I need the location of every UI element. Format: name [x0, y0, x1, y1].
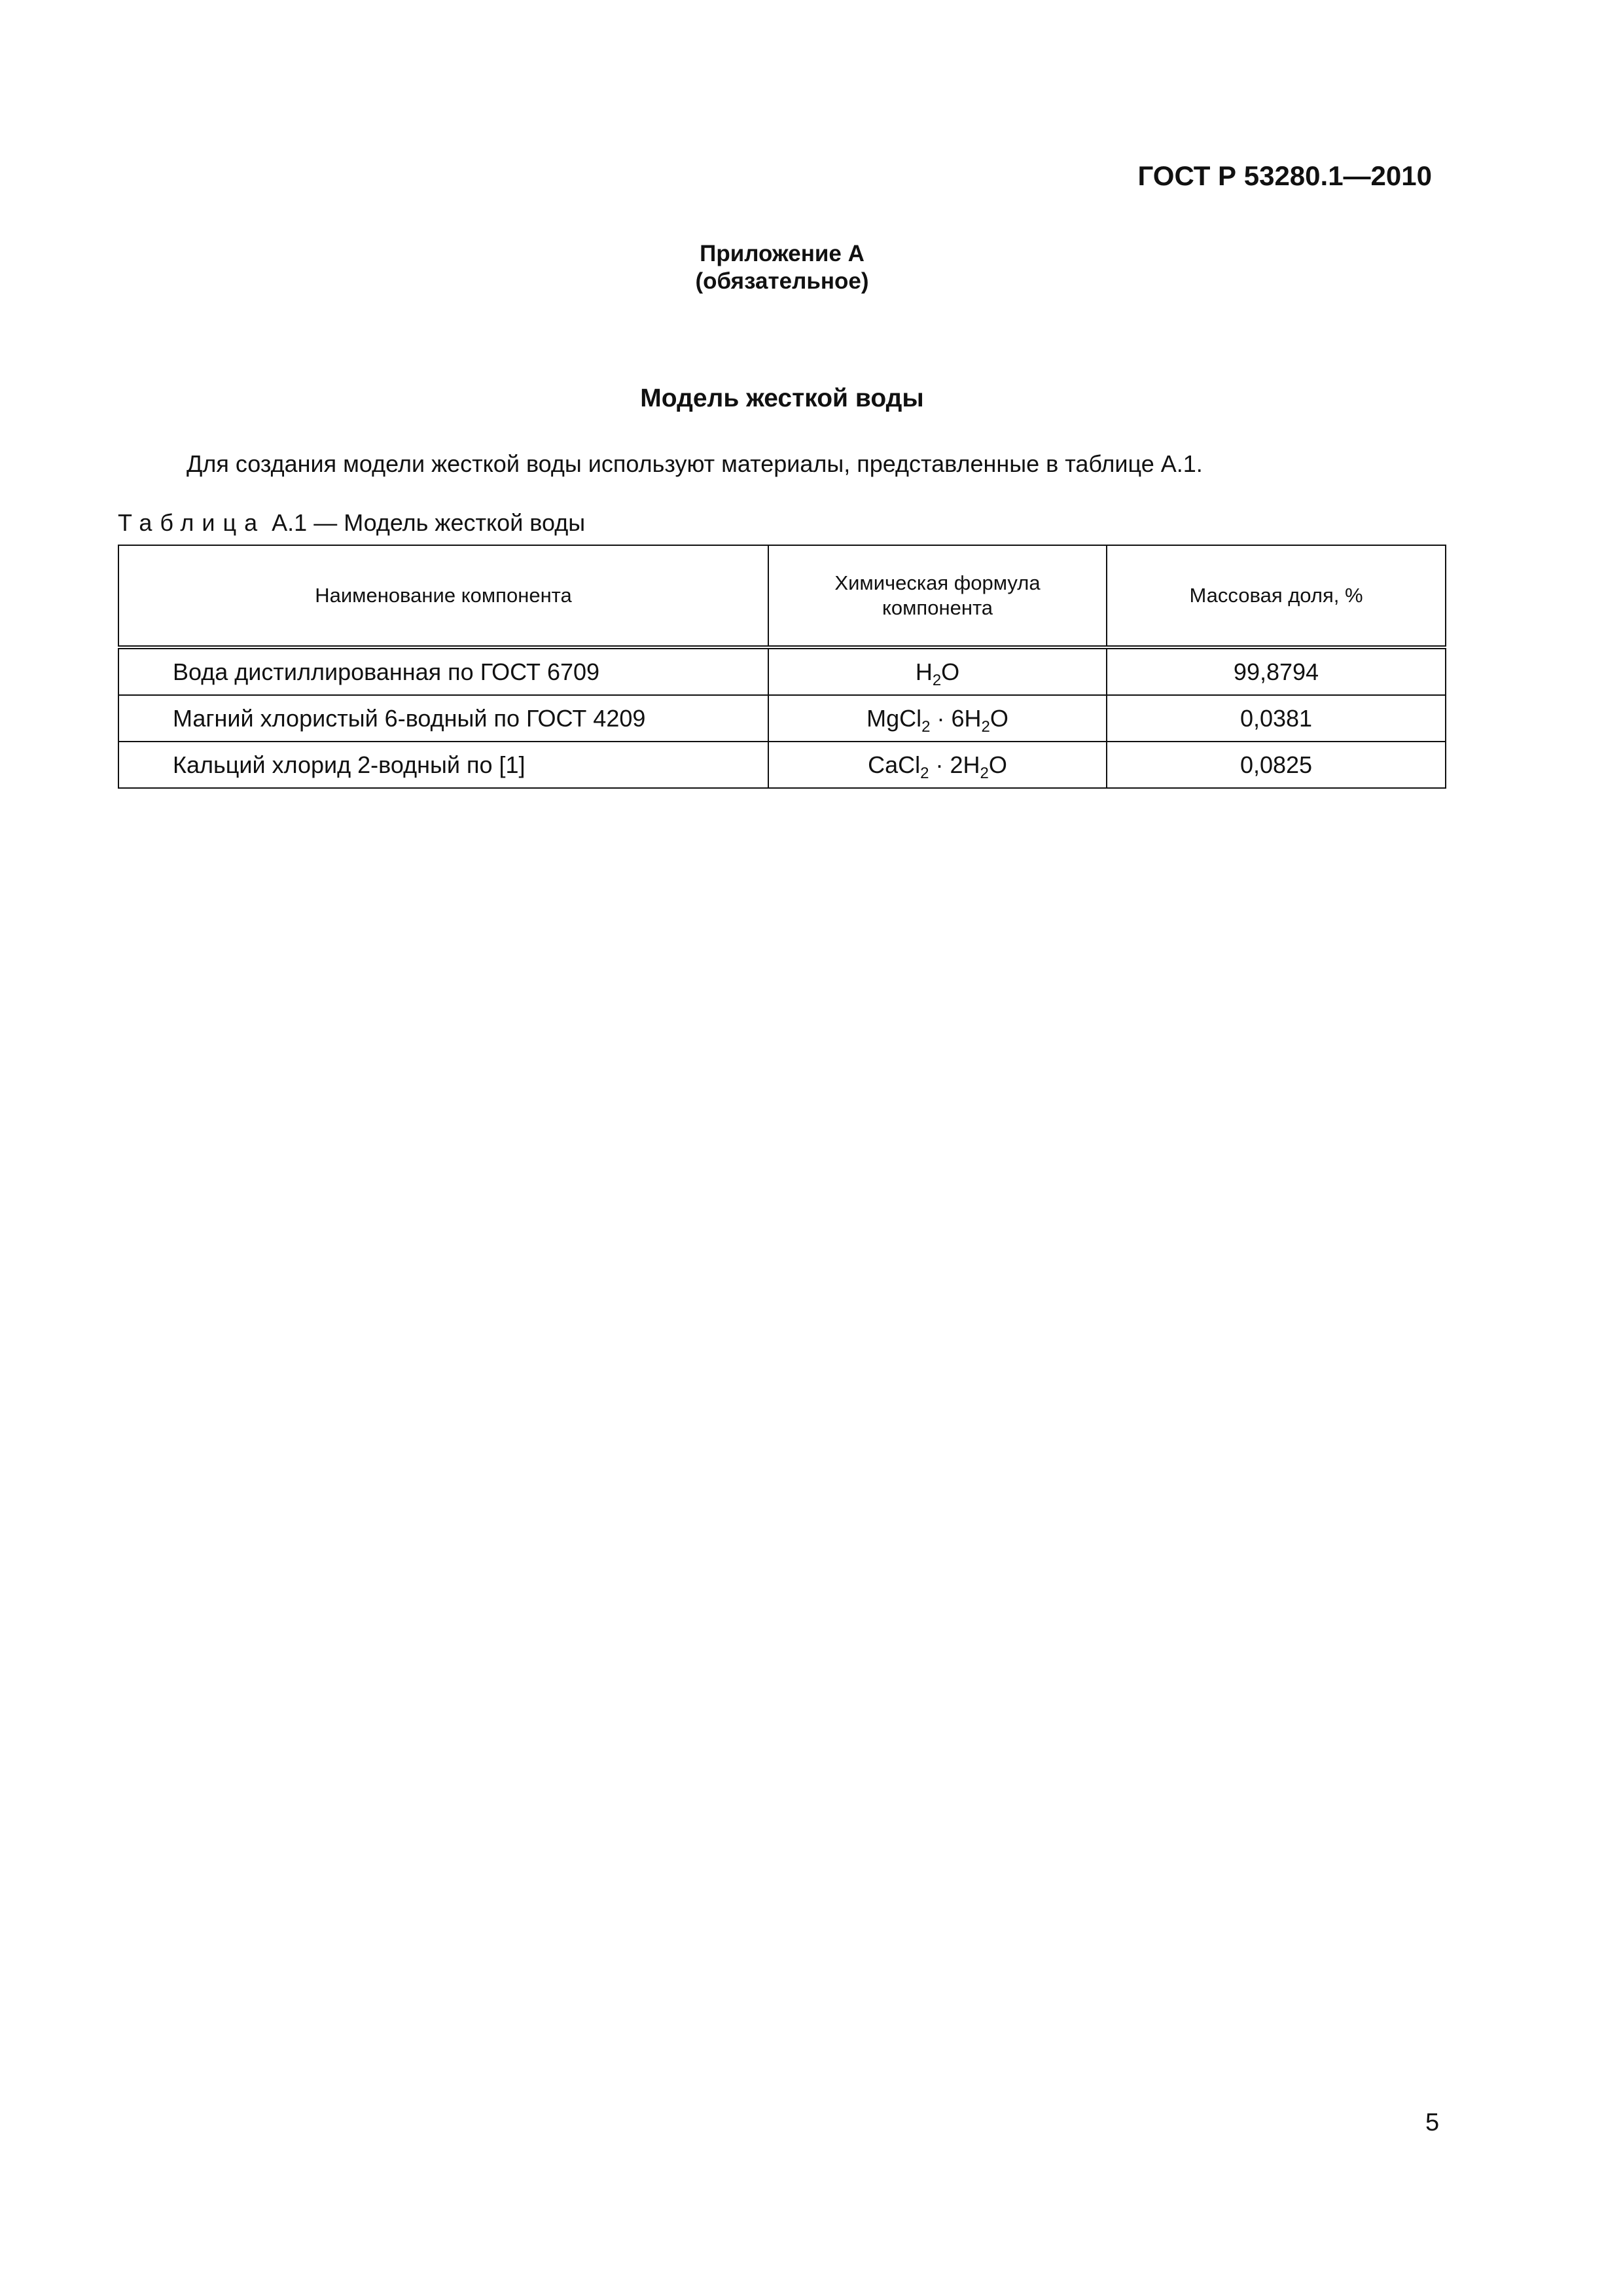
formula-subscript: 2	[981, 717, 990, 736]
header-component-name: Наименование компонента	[118, 545, 768, 647]
formula-part: O	[941, 658, 960, 685]
component-name-cell: Магний хлористый 6-водный по ГОСТ 4209	[118, 695, 768, 742]
components-table	[118, 545, 1446, 789]
annex-title: Приложение А	[700, 241, 865, 266]
document-code: ГОСТ Р 53280.1—2010	[1137, 160, 1432, 191]
header-formula-line2: компонента	[882, 596, 993, 619]
formula-part: · 2H	[929, 751, 980, 778]
table-row	[118, 647, 1446, 695]
header-mass-fraction: Массовая доля, %	[1107, 545, 1446, 647]
formula-part: H	[915, 658, 933, 685]
formula-part: MgCl	[866, 704, 922, 732]
chemical-formula-cell	[768, 742, 1107, 788]
formula-subscript: 2	[921, 717, 931, 736]
mass-fraction-cell: 0,0825	[1107, 742, 1446, 788]
table-row	[118, 695, 1446, 742]
formula-subscript: 2	[980, 764, 989, 782]
formula-part: O	[990, 704, 1008, 732]
formula-part: CaCl	[868, 751, 921, 778]
section-title: Модель жесткой воды	[640, 384, 924, 412]
page-number: 5	[1425, 2109, 1440, 2136]
table-caption-prefix: Таблица	[118, 509, 266, 536]
chemical-formula-cell	[768, 695, 1107, 742]
table-body	[118, 647, 1446, 788]
formula-part: O	[988, 751, 1007, 778]
table-row	[118, 742, 1446, 788]
component-name-cell: Кальций хлорид 2-водный по [1]	[118, 742, 768, 788]
formula-subscript: 2	[932, 671, 942, 689]
table-header-row	[118, 545, 1446, 647]
header-chemical-formula	[768, 545, 1107, 647]
header-formula-line1: Химическая формула	[834, 571, 1041, 594]
annex-status: (обязательное)	[695, 268, 869, 294]
table-caption-text: А.1 — Модель жесткой воды	[272, 509, 586, 536]
formula-part: · 6H	[930, 704, 982, 732]
annex-heading	[0, 240, 1564, 295]
table-caption	[118, 509, 585, 537]
mass-fraction-cell: 0,0381	[1107, 695, 1446, 742]
formula-subscript: 2	[920, 764, 929, 782]
intro-paragraph: Для создания модели жесткой воды используют материалы, представленные в таблице А.1.	[187, 450, 1203, 477]
mass-fraction-cell: 99,8794	[1107, 647, 1446, 695]
chemical-formula-cell	[768, 647, 1107, 695]
component-name-cell: Вода дистиллированная по ГОСТ 6709	[118, 647, 768, 695]
